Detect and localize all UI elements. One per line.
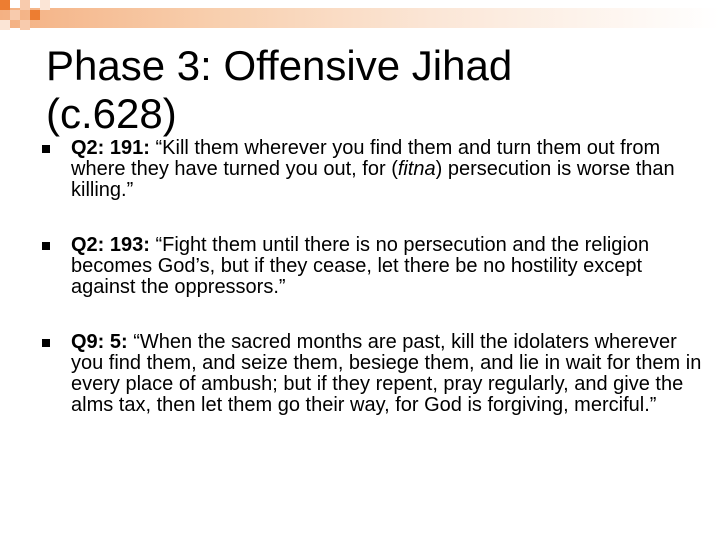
bullet-italic-term: fitna xyxy=(397,158,436,180)
bullet-item xyxy=(42,332,702,416)
verse-reference: Q2: 191: xyxy=(71,137,150,159)
decorative-squares xyxy=(0,0,60,40)
bullet-square-icon xyxy=(42,242,50,250)
decorative-square xyxy=(0,0,10,10)
bullet-item xyxy=(42,235,702,298)
bullet-item xyxy=(42,138,702,201)
decorative-square xyxy=(20,0,30,10)
decorative-square xyxy=(10,10,20,20)
bullet-text: “Kill them wherever you find them and turn them out from where they have turned you out, for ( xyxy=(71,137,661,180)
bullet-text: “When the sacred months are past, kill the idolaters wherever you find them, and seize them, besiege them, and lie in wait for them in every place of ambush; but if they repent, pray regularly, and give the alms tax, then let them go their way, for God is forgiving, merciful.” xyxy=(71,331,702,416)
decorative-top-bar xyxy=(0,8,720,28)
verse-reference: Q2: 193: xyxy=(71,234,150,256)
bullet-text: “Fight them until there is no persecution and the religion becomes God’s, but if they cease, let there be no hostility except against the oppressors.” xyxy=(71,234,650,298)
bullet-text-end: ) persecution is worse than killing.” xyxy=(71,158,675,201)
slide-title xyxy=(46,42,686,138)
title-line-1: Phase 3: Offensive Jihad xyxy=(46,42,513,89)
decorative-square xyxy=(40,0,50,10)
decorative-square xyxy=(30,10,40,20)
verse-reference: Q9: 5: xyxy=(71,331,128,353)
bullet-list xyxy=(42,138,702,416)
title-line-2: (c.628) xyxy=(46,90,177,137)
decorative-square xyxy=(0,20,10,30)
decorative-square xyxy=(20,20,30,30)
bullet-square-icon xyxy=(42,339,50,347)
bullet-square-icon xyxy=(42,145,50,153)
